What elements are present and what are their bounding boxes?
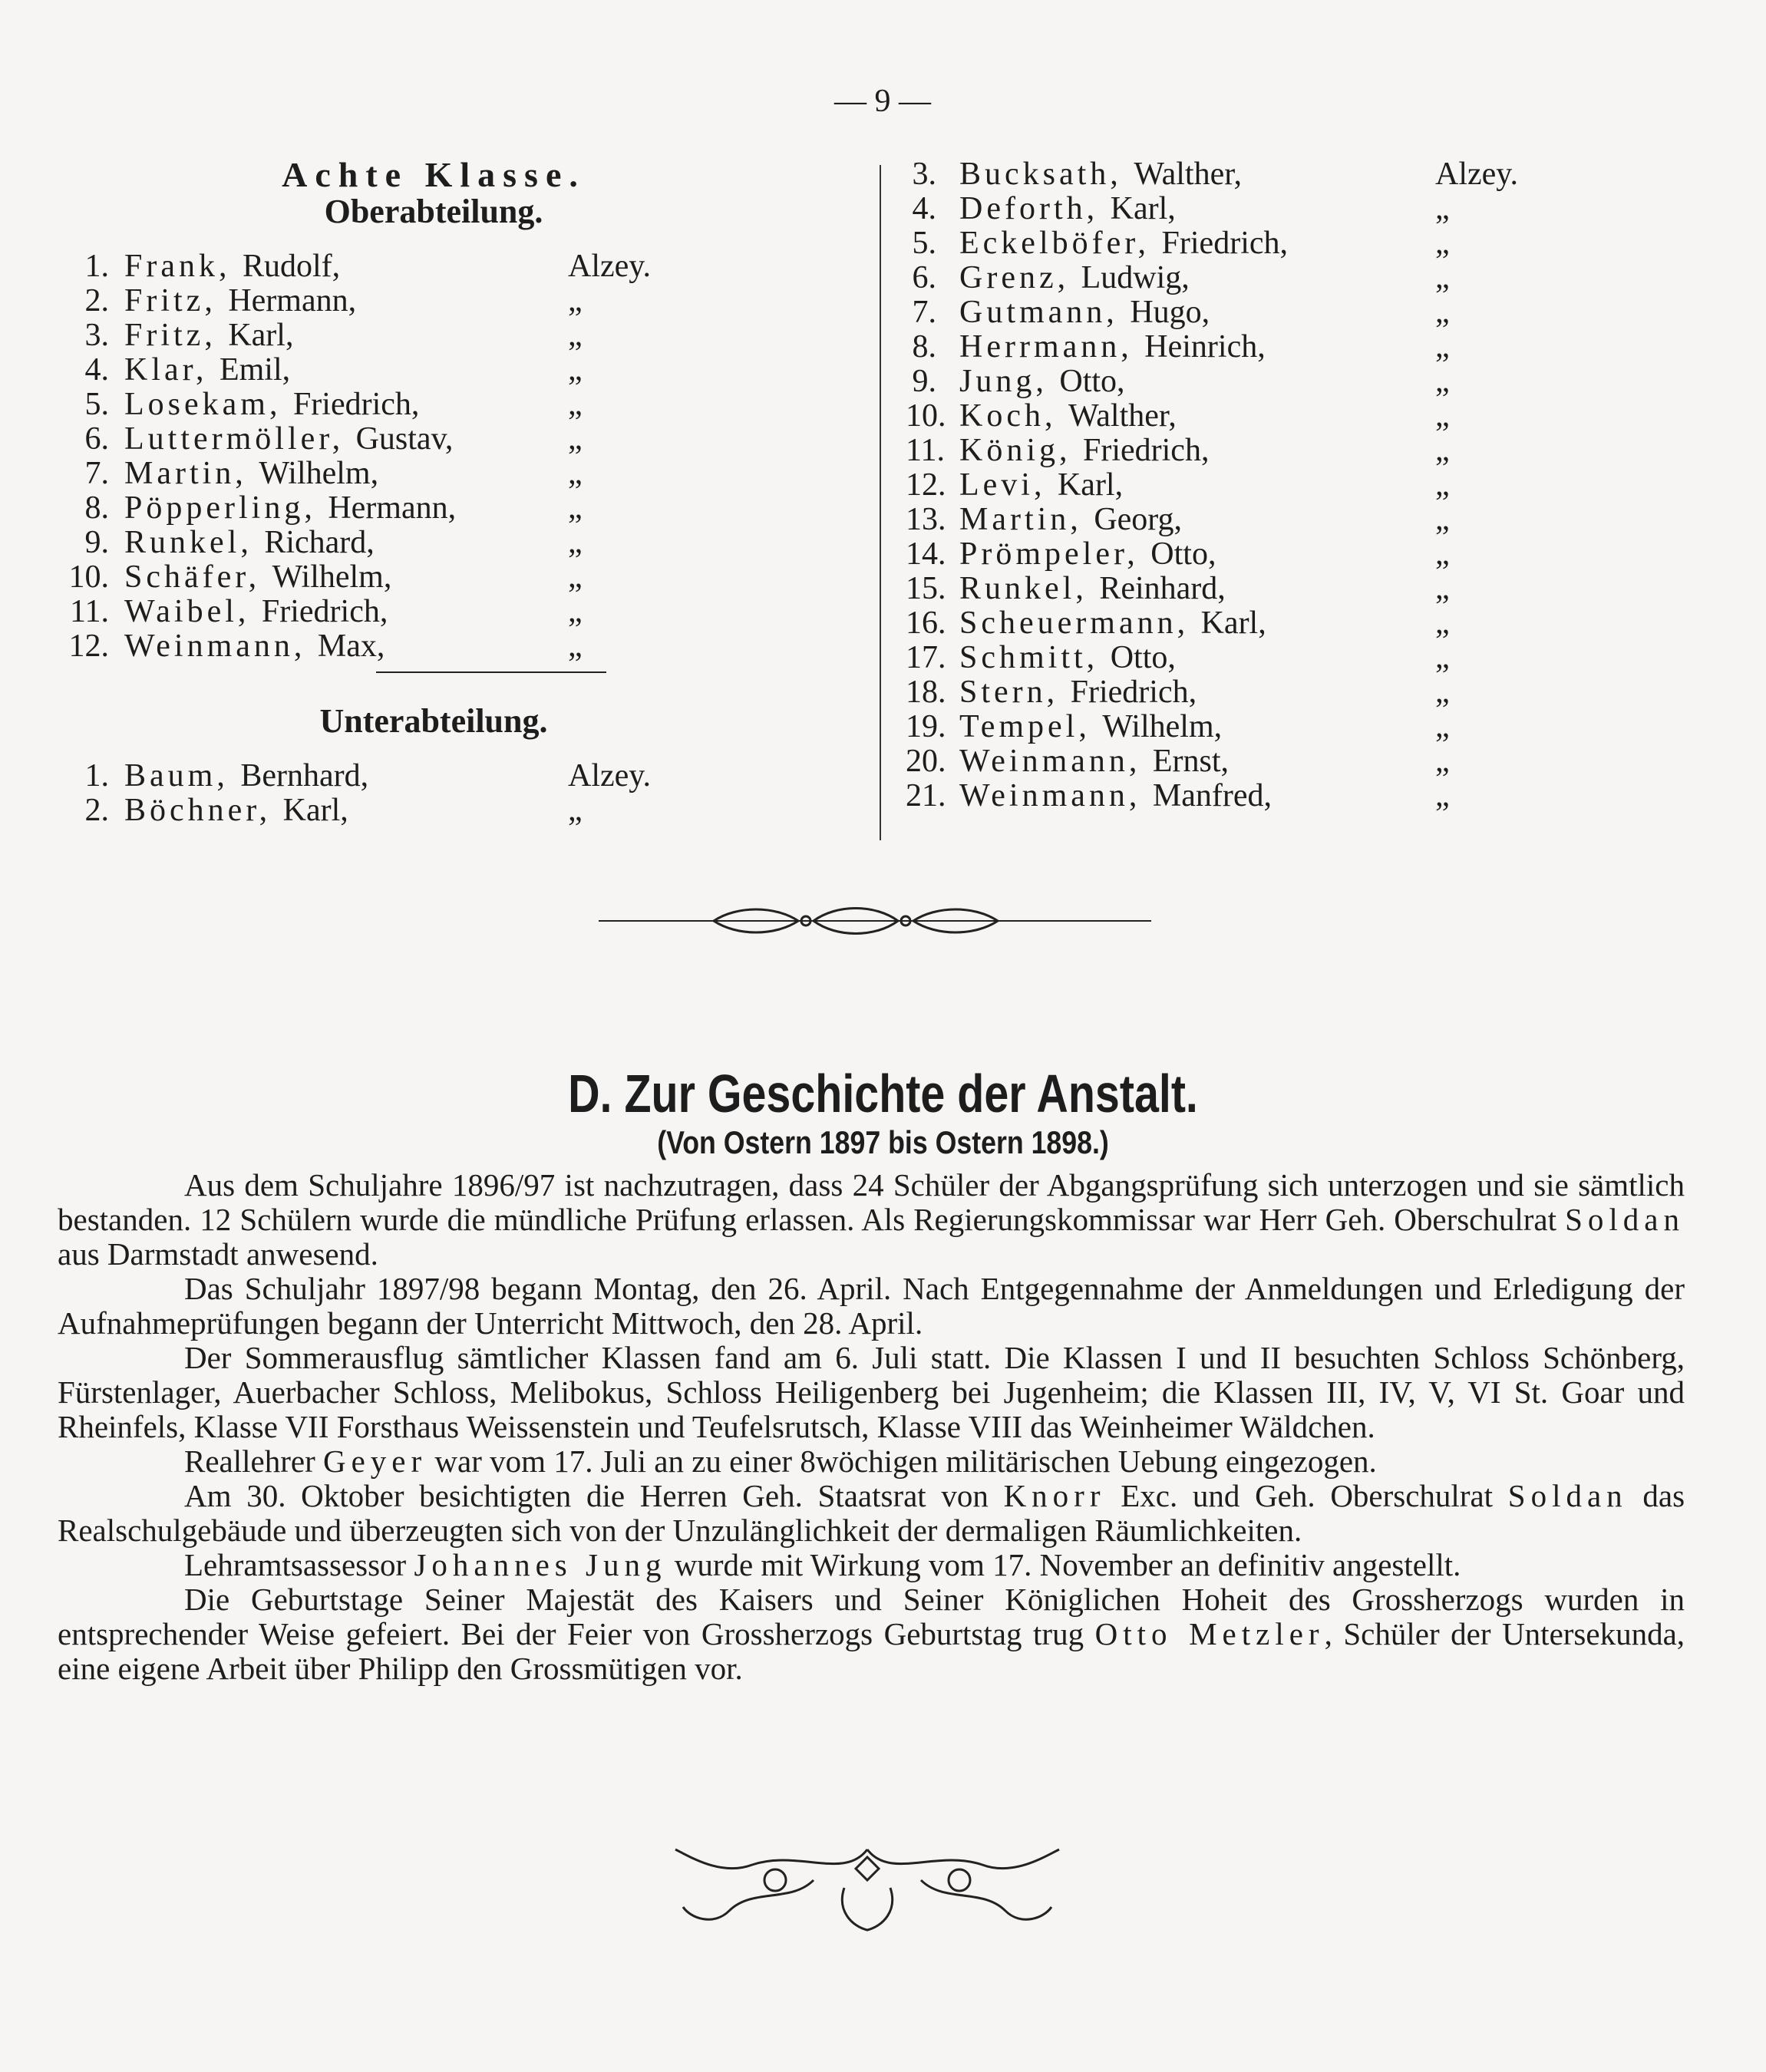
student-name [124, 422, 453, 457]
row-number: 4. [84, 352, 109, 388]
city: „ [1435, 467, 1450, 503]
text-span: war vom 17. Juli an zu einer 8wöchigen militärischen Uebung eingezogen. [434, 1443, 1377, 1479]
row-number: 12. [68, 629, 109, 664]
text-span: Reallehrer [184, 1443, 315, 1479]
student-name [124, 793, 348, 828]
name-span: Soldan [1507, 1478, 1628, 1513]
given-name: Richard, [264, 525, 375, 560]
name-span: Knorr [1003, 1478, 1106, 1513]
student-row [906, 606, 1719, 641]
given-name: Hermann, [228, 283, 357, 318]
name-span: Soldan [1565, 1202, 1685, 1237]
given-name: Hermann, [328, 490, 457, 526]
student-row [906, 503, 1719, 537]
surname: Böchner, [124, 793, 272, 828]
student-row [54, 353, 829, 388]
city: „ [568, 456, 583, 491]
student-row [54, 526, 829, 560]
row-number: 2. [84, 283, 109, 318]
student-row [906, 330, 1719, 365]
surname: Waibel, [124, 594, 250, 629]
class-title: Achte Klasse. [282, 155, 586, 194]
surname: Runkel, [959, 571, 1088, 606]
city: „ [1435, 295, 1450, 330]
city: „ [568, 594, 583, 629]
row-number: 5. [84, 387, 109, 422]
city: „ [568, 525, 583, 560]
student-row [906, 261, 1719, 295]
paragraph [58, 1444, 1685, 1479]
surname: König, [959, 433, 1071, 468]
city: „ [1435, 778, 1450, 813]
given-name: Wilhelm, [259, 456, 379, 491]
given-name: Max, [317, 629, 385, 664]
surname: Herrmann, [959, 329, 1133, 365]
ober-title: Oberabteilung. [324, 193, 543, 230]
student-name [959, 503, 1182, 537]
given-name: Otto, [1059, 364, 1125, 399]
city: „ [1435, 536, 1450, 572]
student-row [54, 793, 829, 828]
name-span: Johannes Jung [414, 1547, 667, 1582]
section-heading: D. Zur Geschichte der Anstalt. [568, 1064, 1198, 1123]
row-number: 12. [906, 467, 946, 503]
row-number: 6. [912, 260, 936, 295]
given-name: Wilhelm, [1102, 709, 1223, 744]
student-name [124, 595, 388, 629]
student-name [959, 468, 1123, 503]
given-name: Ernst, [1152, 744, 1230, 779]
student-name [959, 675, 1197, 710]
row-number: 11. [70, 594, 109, 629]
surname: Scheuermann, [959, 605, 1190, 641]
row-number: 3. [912, 157, 936, 192]
given-name: Otto, [1110, 640, 1176, 675]
row-number: 1. [84, 758, 109, 793]
row-number: 1. [84, 249, 109, 284]
student-row [54, 595, 829, 629]
given-name: Friedrich, [1070, 675, 1197, 710]
paragraph [58, 1582, 1685, 1686]
row-number: 21. [906, 778, 946, 813]
body-text [58, 1168, 1685, 1686]
row-number: 14. [906, 536, 946, 572]
student-name [959, 779, 1272, 813]
text-span: das Realschulgebäude und überzeugten sich von der Unzulänglichkeit der dermaligen Räumlichkeiten. [58, 1478, 1685, 1548]
surname: Klar, [124, 352, 208, 388]
right-column [906, 157, 1719, 813]
text-span: Die Geburtstage Seiner Majestät des Kaisers und Seiner Königlichen Hoheit des Grossherzogs wurden in entsprechender Weise gefeiert. Bei der Feier von Grossherzogs Geburtstag trug [58, 1582, 1685, 1651]
ornament-divider [583, 902, 1167, 940]
student-row [906, 157, 1719, 192]
surname: Runkel, [124, 525, 253, 560]
surname: Tempel, [959, 709, 1091, 744]
given-name: Friedrich, [1161, 226, 1288, 261]
row-number: 2. [84, 793, 109, 828]
given-name: Friedrich, [1083, 433, 1210, 468]
surname: Prömpeler, [959, 536, 1139, 572]
student-name [124, 491, 456, 526]
surname: Frank, [124, 249, 231, 284]
city: „ [1435, 260, 1450, 295]
student-row [54, 318, 829, 353]
student-name [959, 572, 1226, 606]
city: „ [568, 421, 583, 457]
student-row [906, 744, 1719, 779]
surname: Eckelböfer, [959, 226, 1150, 261]
student-name [959, 434, 1209, 468]
given-name: Otto, [1150, 536, 1216, 572]
surname: Schäfer, [124, 559, 261, 595]
student-name [959, 295, 1210, 330]
given-name: Wilhelm, [272, 559, 392, 595]
student-row [906, 675, 1719, 710]
given-name: Karl, [282, 793, 348, 828]
student-name [124, 284, 356, 318]
surname: Baum, [124, 758, 229, 793]
surname: Weinmann, [959, 778, 1141, 813]
surname: Weinmann, [124, 629, 306, 664]
student-name [124, 560, 391, 595]
given-name: Walther, [1068, 398, 1177, 434]
student-name [124, 353, 290, 388]
given-name: Reinhard, [1099, 571, 1226, 606]
text-span: Am 30. Oktober besichtigten die Herren Geh. Staatsrat von [184, 1478, 989, 1513]
city: „ [1435, 709, 1450, 744]
student-name [959, 192, 1176, 226]
given-name: Ludwig, [1081, 260, 1190, 295]
surname: Weinmann, [959, 744, 1141, 779]
name-span: Otto Metzler [1094, 1616, 1325, 1651]
row-number: 10. [68, 559, 109, 595]
left-column [54, 157, 829, 828]
given-name: Emil, [219, 352, 291, 388]
student-row [54, 457, 829, 491]
student-name [959, 710, 1222, 744]
surname: Fritz, [124, 283, 216, 318]
student-row [906, 468, 1719, 503]
student-row [906, 295, 1719, 330]
city: „ [568, 490, 583, 526]
student-row [906, 537, 1719, 572]
row-number: 7. [84, 456, 109, 491]
text-span: wurde mit Wirkung vom 17. November an definitiv angestellt. [674, 1547, 1461, 1582]
city: „ [1435, 744, 1450, 779]
student-name [959, 537, 1216, 572]
student-name [959, 330, 1266, 365]
given-name: Walther, [1134, 157, 1243, 192]
student-name [959, 226, 1288, 261]
text-span: Lehramtsassessor [184, 1547, 407, 1582]
student-name [124, 318, 293, 353]
surname: Martin, [124, 456, 247, 491]
student-row [54, 491, 829, 526]
city: „ [1435, 364, 1450, 399]
student-row [54, 422, 829, 457]
row-number: 6. [84, 421, 109, 457]
text-span: aus Darmstadt anwesend. [58, 1236, 378, 1272]
given-name: Karl, [228, 318, 294, 353]
student-row [906, 779, 1719, 813]
surname: Deforth, [959, 191, 1099, 226]
row-number: 3. [84, 318, 109, 353]
ornament-flourish [660, 1834, 1074, 1938]
city: „ [1435, 433, 1450, 468]
city: „ [1435, 226, 1450, 261]
city: „ [1435, 398, 1450, 434]
paragraph: Das Schuljahr 1897/98 begann Montag, den 26. April. Nach Entgegennahme der Anmeldungen und Erledigung der Aufnahmeprüfungen begann der Unterricht Mittwoch, den 28. April. [58, 1271, 1685, 1341]
city: „ [568, 318, 583, 353]
student-name [959, 261, 1190, 295]
city: „ [568, 793, 583, 828]
given-name: Friedrich, [261, 594, 388, 629]
column-divider [880, 165, 881, 840]
surname: Stern, [959, 675, 1059, 710]
surname: Martin, [959, 502, 1082, 537]
surname: Levi, [959, 467, 1046, 503]
divider-rule [376, 671, 606, 673]
given-name: Friedrich, [292, 387, 420, 422]
student-name [124, 457, 378, 491]
student-name [959, 641, 1176, 675]
city: „ [568, 283, 583, 318]
student-name [124, 526, 375, 560]
city: „ [1435, 675, 1450, 710]
row-number: 9. [84, 525, 109, 560]
student-name [959, 399, 1177, 434]
student-row [906, 399, 1719, 434]
city: „ [1435, 605, 1450, 641]
city: Alzey. [568, 249, 652, 284]
paragraph [58, 1168, 1685, 1272]
student-row [906, 365, 1719, 399]
text-span: Aus dem Schuljahre 1896/97 ist nachzutragen, dass 24 Schüler der Abgangsprüfung sich unterzogen und sie sämtlich bestanden. 12 Schülern wurde die mündliche Prüfung erlassen. Als Regierungskommissar war Herr Geh. Oberschulrat [58, 1167, 1685, 1237]
city: „ [568, 387, 583, 422]
student-name [124, 629, 385, 664]
student-row [54, 629, 829, 664]
student-row [54, 284, 829, 318]
student-name [959, 744, 1229, 779]
surname: Schmitt, [959, 640, 1099, 675]
surname: Gutmann, [959, 295, 1118, 330]
city: „ [1435, 502, 1450, 537]
surname: Losekam, [124, 387, 282, 422]
given-name: Karl, [1057, 467, 1124, 503]
surname: Bucksath, [959, 157, 1122, 192]
row-number: 5. [912, 226, 936, 261]
surname: Jung, [959, 364, 1048, 399]
student-name [124, 249, 340, 284]
row-number: 20. [906, 744, 946, 779]
city: „ [568, 629, 583, 664]
surname: Fritz, [124, 318, 216, 353]
surname: Luttermöller, [124, 421, 345, 457]
text-span: , Schüler der Untersekunda, eine eigene Arbeit über Philipp den Grossmütigen vor. [58, 1616, 1685, 1686]
surname: Pöpperling, [124, 490, 316, 526]
unter-title: Unterabteilung. [319, 702, 548, 740]
row-number: 8. [84, 490, 109, 526]
given-name: Karl, [1110, 191, 1176, 226]
row-number: 18. [906, 675, 946, 710]
section-subheading: (Von Ostern 1897 bis Ostern 1898.) [657, 1124, 1109, 1160]
right-list [906, 157, 1719, 813]
city: „ [1435, 329, 1450, 365]
row-number: 15. [906, 571, 946, 606]
city: „ [1435, 640, 1450, 675]
student-name [124, 388, 419, 422]
row-number: 4. [912, 191, 936, 226]
given-name: Karl, [1200, 605, 1266, 641]
student-row [906, 192, 1719, 226]
student-row [54, 759, 829, 793]
student-row [906, 641, 1719, 675]
surname: Grenz, [959, 260, 1070, 295]
unter-list [54, 759, 829, 828]
page-number: — 9 — [834, 84, 931, 119]
row-number: 11. [906, 433, 945, 468]
given-name: Manfred, [1152, 778, 1273, 813]
student-row [906, 572, 1719, 606]
given-name: Georg, [1094, 502, 1183, 537]
given-name: Hugo, [1130, 295, 1210, 330]
given-name: Bernhard, [240, 758, 369, 793]
text-span: Exc. und Geh. Oberschulrat [1121, 1478, 1494, 1513]
city: „ [1435, 571, 1450, 606]
city: „ [568, 559, 583, 595]
row-number: 8. [912, 329, 936, 365]
student-row [906, 710, 1719, 744]
given-name: Heinrich, [1144, 329, 1266, 365]
paragraph: Der Sommerausflug sämtlicher Klassen fand am 6. Juli statt. Die Klassen I und II besuchten Schloss Schönberg, Fürstenlager, Auerbacher Schloss, Melibokus, Schloss Heiligenberg bei Jugenheim; die Klassen III, IV, V, VI St. Goar und Rheinfels, Klasse VII Forsthaus Weissenstein und Teufelsrutsch, Klasse VIII das Weinheimer Wäldchen. [58, 1340, 1685, 1444]
student-name [959, 606, 1266, 641]
given-name: Gustav, [355, 421, 454, 457]
student-row [54, 560, 829, 595]
row-number: 13. [906, 502, 946, 537]
student-row [54, 249, 829, 284]
paragraph [58, 1548, 1685, 1582]
city: Alzey. [568, 758, 652, 793]
student-name [124, 759, 368, 793]
row-number: 17. [906, 640, 946, 675]
city: „ [568, 352, 583, 388]
ober-list [54, 249, 829, 664]
row-number: 10. [906, 398, 946, 434]
paragraph [58, 1479, 1685, 1548]
row-number: 9. [912, 364, 936, 399]
student-name [959, 157, 1242, 192]
city: „ [1435, 191, 1450, 226]
row-number: 16. [906, 605, 946, 641]
student-name [959, 365, 1125, 399]
surname: Koch, [959, 398, 1057, 434]
student-row [54, 388, 829, 422]
student-row [906, 434, 1719, 468]
row-number: 7. [912, 295, 936, 330]
given-name: Rudolf, [243, 249, 341, 284]
row-number: 19. [906, 709, 946, 744]
student-row [906, 226, 1719, 261]
name-span: Geyer [322, 1443, 427, 1479]
city: Alzey. [1435, 157, 1519, 192]
